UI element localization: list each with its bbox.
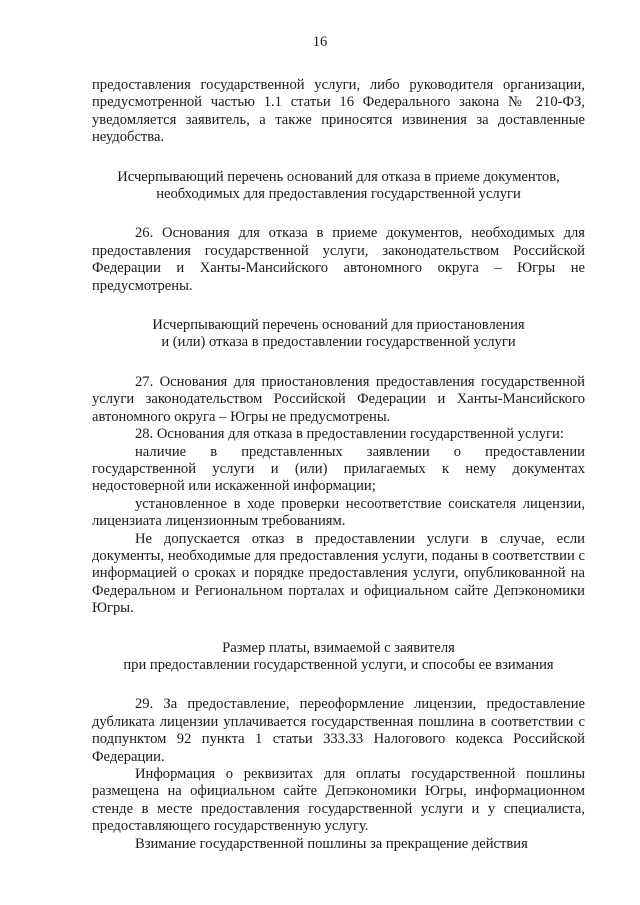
paragraph-29: 29. За предоставление, переоформление лицензии, предоставление дубликата лицензии уплачивается государственная пошлина в соответствии с подпунктом 92 пункта 1 статьи 333.33 Налогового кодекса Российской Федерации. xyxy=(92,696,585,765)
heading-line: Размер платы, взимаемой с заявителя xyxy=(222,639,455,656)
heading-fee xyxy=(92,640,585,675)
paragraph-29-termination: Взимание государственной пошлины за прекращение действия xyxy=(135,835,528,852)
heading-refusal-acceptance xyxy=(92,169,585,204)
paragraph-28: 28. Основания для отказа в предоставлении государственной услуги: xyxy=(135,426,564,443)
page-number: 16 xyxy=(312,34,328,50)
heading-line: и (или) отказа в предоставлении государственной услуги xyxy=(161,334,516,351)
heading-line: при предоставлении государственной услуги, и способы ее взимания xyxy=(123,656,554,673)
paragraph-27: 27. Основания для приостановления предоставления государственной услуги законодательством Российской Федерации и Ханты-Мансийского автономного округа – Югры не предусмотрены. xyxy=(92,373,585,425)
heading-line: Исчерпывающий перечень оснований для отказа в приеме документов, xyxy=(117,168,560,185)
heading-line: необходимых для предоставления государственной услуги xyxy=(156,186,521,203)
page-content xyxy=(92,77,585,853)
paragraph-28-note: Не допускается отказ в предоставлении услуги в случае, если документы, необходимые для предоставления услуги, поданы в соответствии с информацией о сроках и порядке предоставления услуги, опубликованной на Федеральном и Региональном порталах и официальном сайте Депэкономики Югры. xyxy=(92,530,585,617)
paragraph-28-item-b: установленное в ходе проверки несоответствие соискателя лицензии, лицензиата лицензионным требованиям. xyxy=(92,495,585,530)
heading-line: Исчерпывающий перечень оснований для приостановления xyxy=(152,317,525,334)
paragraph-29-details: Информация о реквизитах для оплаты государственной пошлины размещена на официальном сайте Депэкономики Югры, информационном стенде в месте предоставления государственной услуги и у специалиста, предоставляющего государственную услугу. xyxy=(92,766,585,835)
paragraph-26: 26. Основания для отказа в приеме документов, необходимых для предоставления государственной услуги, законодательством Российской Федерации и Ханты-Мансийского автономного округа – Югры не предусмотрены. xyxy=(92,225,585,294)
heading-suspension-refusal xyxy=(92,317,585,352)
paragraph-intro: предоставления государственной услуги, либо руководителя организации, предусмотренной частью 1.1 статьи 16 Федерального закона № 210-ФЗ, уведомляется заявитель, а также приносятся извинения за доставленные неудобства. xyxy=(92,77,585,146)
paragraph-28-item-a: наличие в представленных заявлении о предоставлении государственной услуги и (или) прилагаемых к нему документах недостоверной или искаженной информации; xyxy=(92,443,585,495)
